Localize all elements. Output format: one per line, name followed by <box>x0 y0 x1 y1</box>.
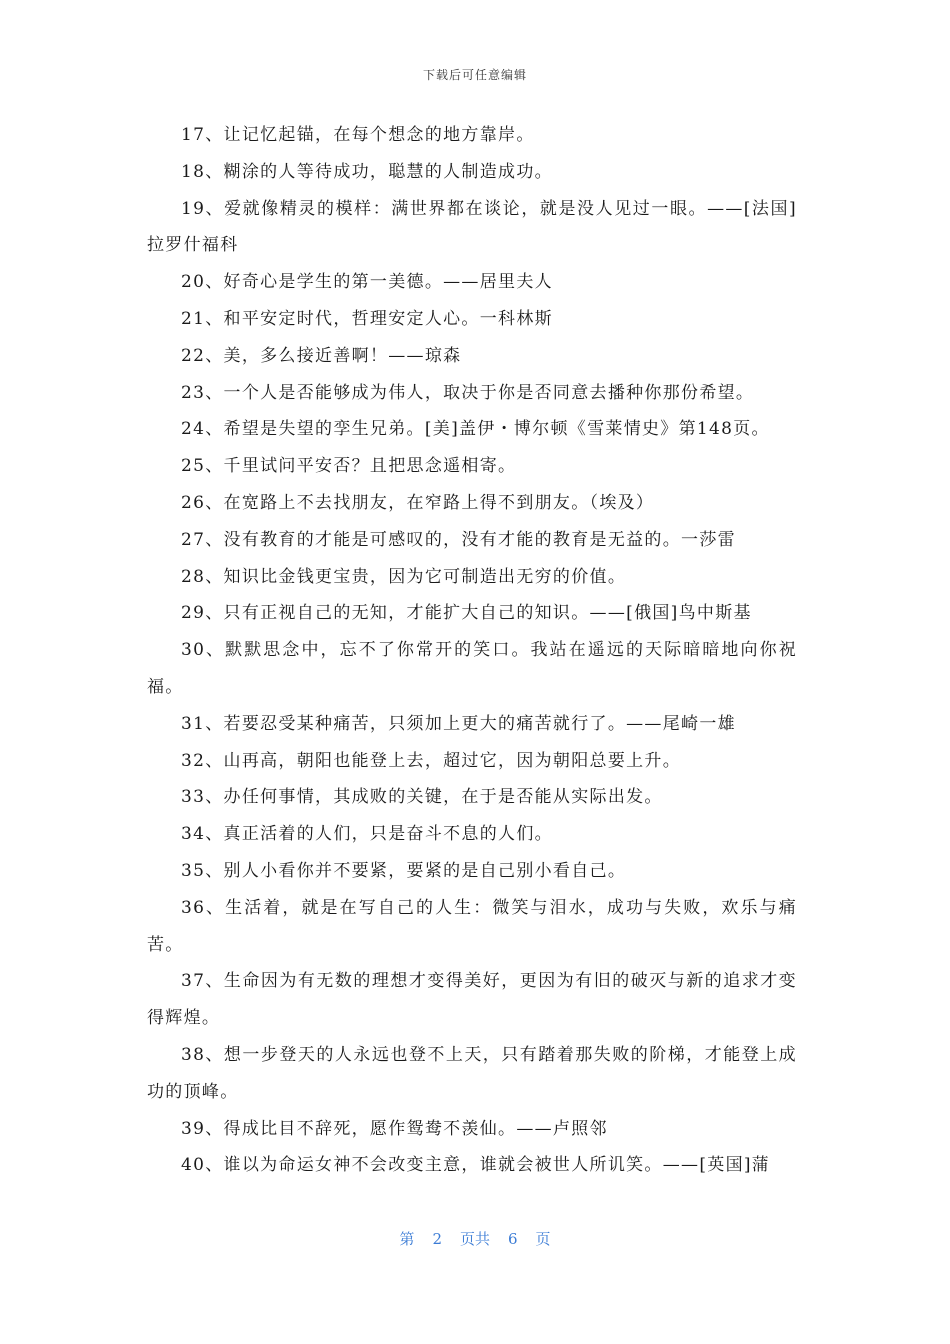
footer-page-label: 第 <box>399 1230 415 1248</box>
quote-entry: 22、美，多么接近善啊！——琼森 <box>181 345 462 366</box>
quote-entry: 23、一个人是否能够成为伟人，取决于你是否同意去播种你那份希望。 <box>181 382 755 403</box>
quote-entry: 38、想一步登天的人永远也登不上天，只有踏着那失败的阶梯，才能登上成功的顶峰。 <box>147 1044 797 1102</box>
quote-entry: 35、别人小看你并不要紧，要紧的是自己别小看自己。 <box>181 860 627 881</box>
quote-entry: 25、千里试问平安否？且把思念遥相寄。 <box>181 456 517 477</box>
quote-entry: 20、好奇心是学生的第一美德。——居里夫人 <box>181 272 553 293</box>
quote-entry: 29、只有正视自己的无知，才能扩大自己的知识。——[俄国]鸟中斯基 <box>181 603 752 624</box>
page-header: 下载后可任意编辑 <box>422 68 527 82</box>
footer-of-label: 页共 <box>459 1230 490 1248</box>
quote-entry: 28、知识比金钱更宝贵，因为它可制造出无穷的价值。 <box>181 566 627 587</box>
quote-entry: 21、和平安定时代，哲理安定人心。一科林斯 <box>181 308 553 329</box>
quote-entry: 33、办任何事情，其成败的关键，在于是否能从实际出发。 <box>181 787 663 808</box>
quote-entry: 37、生命因为有无数的理想才变得美好，更因为有旧的破灭与新的追求才变得辉煌。 <box>147 971 797 1029</box>
footer-total-pages: 6 <box>508 1230 518 1248</box>
quote-entry: 19、爱就像精灵的模样：满世界都在谈论，就是没人见过一眼。——[法国]拉罗什福科 <box>147 198 797 256</box>
quote-entry: 30、默默思念中，忘不了你常开的笑口。我站在遥远的天际暗暗地向你祝福。 <box>147 640 797 697</box>
quote-entry: 18、糊涂的人等待成功，聪慧的人制造成功。 <box>181 161 553 182</box>
quote-entry: 17、让记忆起锚，在每个想念的地方靠岸。 <box>181 125 535 145</box>
quote-entry: 32、山再高，朝阳也能登上去，超过它，因为朝阳总要上升。 <box>181 750 682 771</box>
footer-page-suffix: 页 <box>535 1230 551 1248</box>
quote-entry: 27、没有教育的才能是可感叹的，没有才能的教育是无益的。一莎雷 <box>181 529 736 550</box>
quote-entry: 24、希望是失望的孪生兄弟。[美]盖伊・博尔顿《雪莱情史》第148页。 <box>181 419 770 440</box>
page-footer <box>0 1228 950 1249</box>
quote-entry: 26、在宽路上不去找朋友，在窄路上得不到朋友。（埃及） <box>181 492 655 513</box>
quote-list <box>147 117 797 1184</box>
quote-entry: 31、若要忍受某种痛苦，只须加上更大的痛苦就行了。——尾崎一雄 <box>181 713 736 734</box>
quote-entry: 39、得成比目不辞死，愿作鸳鸯不羡仙。——卢照邻 <box>181 1118 608 1139</box>
footer-current-page: 2 <box>432 1230 442 1248</box>
quote-entry: 40、谁以为命运女神不会改变主意，谁就会被世人所讥笑。——[英国]蒲 <box>181 1155 771 1176</box>
quote-entry: 36、生活着，就是在写自己的人生：微笑与泪水，成功与失败，欢乐与痛苦。 <box>147 897 797 955</box>
quote-entry: 34、真正活着的人们，只是奋斗不息的人们。 <box>181 824 553 845</box>
